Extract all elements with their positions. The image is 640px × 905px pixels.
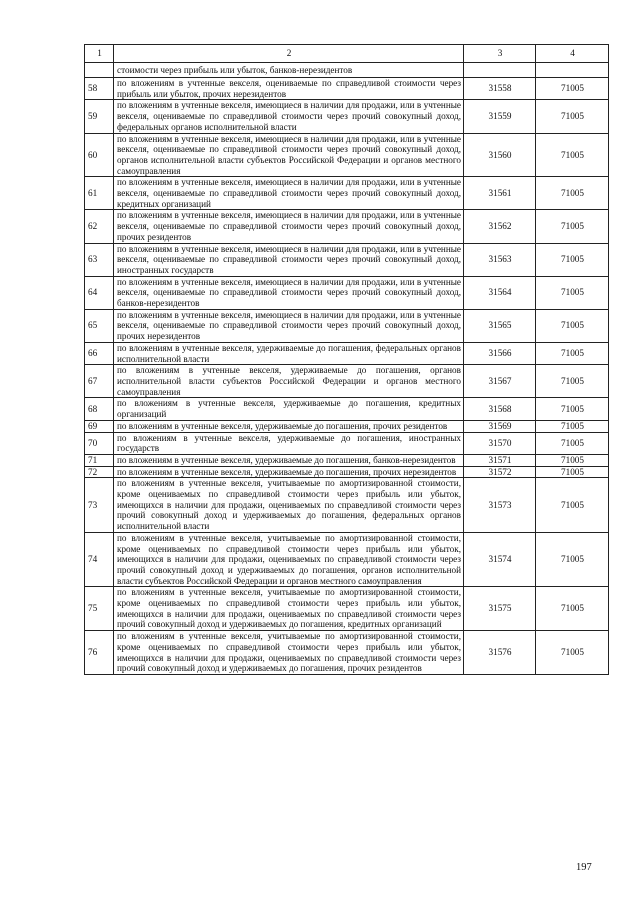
row-description: по вложениям в учтенные векселя, учитываемые по амортизированной стоимости, кроме оцениваемых по справедливой стоимости через прибыль или убыток, имеющихся в наличии для продажи, оцениваемых по справедливой стоимости через прочий совокупный доход и удерживаемых до погашения, прочих резидентов	[114, 631, 464, 675]
table-row	[85, 398, 609, 420]
row-symbol-code	[536, 63, 609, 78]
row-symbol-code: 71005	[536, 309, 609, 342]
row-description: по вложениям в учтенные векселя, имеющиеся в наличии для продажи, или в учтенные векселя, оцениваемые по справедливой стоимости через прочий совокупный доход, банков-нерезидентов	[114, 276, 464, 309]
page-number: 197	[576, 862, 592, 873]
row-symbol-code: 71005	[536, 342, 609, 364]
row-account-code: 31562	[464, 210, 536, 243]
row-account-code: 31571	[464, 454, 536, 466]
row-account-code: 31575	[464, 587, 536, 631]
header-col-3: 3	[464, 45, 536, 63]
row-account-code: 31574	[464, 532, 536, 587]
table-row	[85, 420, 609, 432]
table-row	[85, 309, 609, 342]
header-col-1: 1	[85, 45, 114, 63]
row-symbol-code: 71005	[536, 276, 609, 309]
row-description: по вложениям в учтенные векселя, учитываемые по амортизированной стоимости, кроме оцениваемых по справедливой стоимости через прибыль или убыток, имеющихся в наличии для продажи, оцениваемых по справедливой стоимости через прочий совокупный доход и удерживаемых до погашения, кредитных организаций	[114, 587, 464, 631]
row-symbol-code: 71005	[536, 210, 609, 243]
header-row	[85, 45, 609, 63]
row-number: 58	[85, 78, 114, 100]
row-account-code: 31568	[464, 398, 536, 420]
row-description: по вложениям в учтенные векселя, удерживаемые до погашения, банков-нерезидентов	[114, 454, 464, 466]
table-row	[85, 631, 609, 675]
row-number: 68	[85, 398, 114, 420]
row-description: по вложениям в учтенные векселя, удерживаемые до погашения, кредитных организаций	[114, 398, 464, 420]
row-number: 72	[85, 466, 114, 478]
row-number: 74	[85, 532, 114, 587]
row-number: 60	[85, 133, 114, 177]
row-account-code: 31570	[464, 432, 536, 454]
row-description: по вложениям в учтенные векселя, имеющиеся в наличии для продажи, или в учтенные векселя, оцениваемые по справедливой стоимости через прочий совокупный доход, кредитных организаций	[114, 177, 464, 210]
accounts-table	[84, 44, 609, 675]
table-row	[85, 342, 609, 364]
table-row	[85, 454, 609, 466]
header-col-4: 4	[536, 45, 609, 63]
row-symbol-code: 71005	[536, 398, 609, 420]
row-symbol-code: 71005	[536, 177, 609, 210]
row-symbol-code: 71005	[536, 243, 609, 276]
table-body	[85, 63, 609, 675]
table-row	[85, 432, 609, 454]
row-description: по вложениям в учтенные векселя, имеющиеся в наличии для продажи, или в учтенные векселя, оцениваемые по справедливой стоимости через прочий совокупный доход, прочих нерезидентов	[114, 309, 464, 342]
row-number	[85, 63, 114, 78]
table-row	[85, 276, 609, 309]
row-number: 63	[85, 243, 114, 276]
row-symbol-code: 71005	[536, 420, 609, 432]
row-symbol-code: 71005	[536, 532, 609, 587]
table-row	[85, 243, 609, 276]
row-description: стоимости через прибыль или убыток, банков-нерезидентов	[114, 63, 464, 78]
row-number: 69	[85, 420, 114, 432]
row-account-code: 31565	[464, 309, 536, 342]
table-row	[85, 78, 609, 100]
table-row	[85, 365, 609, 398]
row-number: 64	[85, 276, 114, 309]
row-symbol-code: 71005	[536, 432, 609, 454]
row-description: по вложениям в учтенные векселя, удерживаемые до погашения, прочих нерезидентов	[114, 466, 464, 478]
row-description: по вложениям в учтенные векселя, удерживаемые до погашения, иностранных государств	[114, 432, 464, 454]
table-row	[85, 100, 609, 133]
table-row	[85, 466, 609, 478]
row-number: 61	[85, 177, 114, 210]
row-description: по вложениям в учтенные векселя, учитываемые по амортизированной стоимости, кроме оцениваемых по справедливой стоимости через прибыль или убыток, имеющихся в наличии для продажи, оцениваемых по справедливой стоимости через прочий совокупный доход и удерживаемых до погашения, органов исполнительной власти субъектов Российской Федерации и органов местного самоуправления	[114, 532, 464, 587]
header-col-2: 2	[114, 45, 464, 63]
table-row	[85, 210, 609, 243]
row-description: по вложениям в учтенные векселя, удерживаемые до погашения, федеральных органов исполнительной власти	[114, 342, 464, 364]
row-description: по вложениям в учтенные векселя, оцениваемые по справедливой стоимости через прибыль или убыток, прочих нерезидентов	[114, 78, 464, 100]
row-description: по вложениям в учтенные векселя, имеющиеся в наличии для продажи, или в учтенные векселя, оцениваемые по справедливой стоимости через прочий совокупный доход, органов исполнительной власти субъектов Российской Федерации и органов местного самоуправления	[114, 133, 464, 177]
table-row	[85, 478, 609, 533]
row-account-code: 31576	[464, 631, 536, 675]
row-account-code: 31564	[464, 276, 536, 309]
row-number: 73	[85, 478, 114, 533]
row-symbol-code: 71005	[536, 78, 609, 100]
row-symbol-code: 71005	[536, 454, 609, 466]
table-row	[85, 532, 609, 587]
table-row	[85, 133, 609, 177]
row-account-code: 31573	[464, 478, 536, 533]
row-account-code: 31569	[464, 420, 536, 432]
row-account-code	[464, 63, 536, 78]
row-account-code: 31563	[464, 243, 536, 276]
row-account-code: 31558	[464, 78, 536, 100]
row-number: 59	[85, 100, 114, 133]
row-number: 70	[85, 432, 114, 454]
table-row	[85, 177, 609, 210]
row-number: 76	[85, 631, 114, 675]
row-description: по вложениям в учтенные векселя, удерживаемые до погашения, органов исполнительной власти субъектов Российской Федерации и органов местного самоуправления	[114, 365, 464, 398]
row-description: по вложениям в учтенные векселя, удерживаемые до погашения, прочих резидентов	[114, 420, 464, 432]
row-account-code: 31559	[464, 100, 536, 133]
row-account-code: 31572	[464, 466, 536, 478]
row-account-code: 31566	[464, 342, 536, 364]
row-symbol-code: 71005	[536, 365, 609, 398]
row-description: по вложениям в учтенные векселя, имеющиеся в наличии для продажи, или в учтенные векселя, оцениваемые по справедливой стоимости через прочий совокупный доход, прочих резидентов	[114, 210, 464, 243]
row-number: 67	[85, 365, 114, 398]
row-number: 66	[85, 342, 114, 364]
row-account-code: 31567	[464, 365, 536, 398]
row-description: по вложениям в учтенные векселя, имеющиеся в наличии для продажи, или в учтенные векселя, оцениваемые по справедливой стоимости через прочий совокупный доход, иностранных государств	[114, 243, 464, 276]
row-account-code: 31561	[464, 177, 536, 210]
row-number: 71	[85, 454, 114, 466]
row-symbol-code: 71005	[536, 466, 609, 478]
row-description: по вложениям в учтенные векселя, учитываемые по амортизированной стоимости, кроме оцениваемых по справедливой стоимости через прибыль или убыток, имеющихся в наличии для продажи, оцениваемых по справедливой стоимости через прочий совокупный доход и удерживаемых до погашения, федеральных органов исполнительной власти	[114, 478, 464, 533]
row-number: 62	[85, 210, 114, 243]
continuation-row	[85, 63, 609, 78]
row-symbol-code: 71005	[536, 587, 609, 631]
row-number: 75	[85, 587, 114, 631]
row-number: 65	[85, 309, 114, 342]
row-symbol-code: 71005	[536, 631, 609, 675]
row-symbol-code: 71005	[536, 478, 609, 533]
row-symbol-code: 71005	[536, 133, 609, 177]
table-row	[85, 587, 609, 631]
row-account-code: 31560	[464, 133, 536, 177]
row-description: по вложениям в учтенные векселя, имеющиеся в наличии для продажи, или в учтенные векселя, оцениваемые по справедливой стоимости через прочий совокупный доход, федеральных органов исполнительной власти	[114, 100, 464, 133]
row-symbol-code: 71005	[536, 100, 609, 133]
